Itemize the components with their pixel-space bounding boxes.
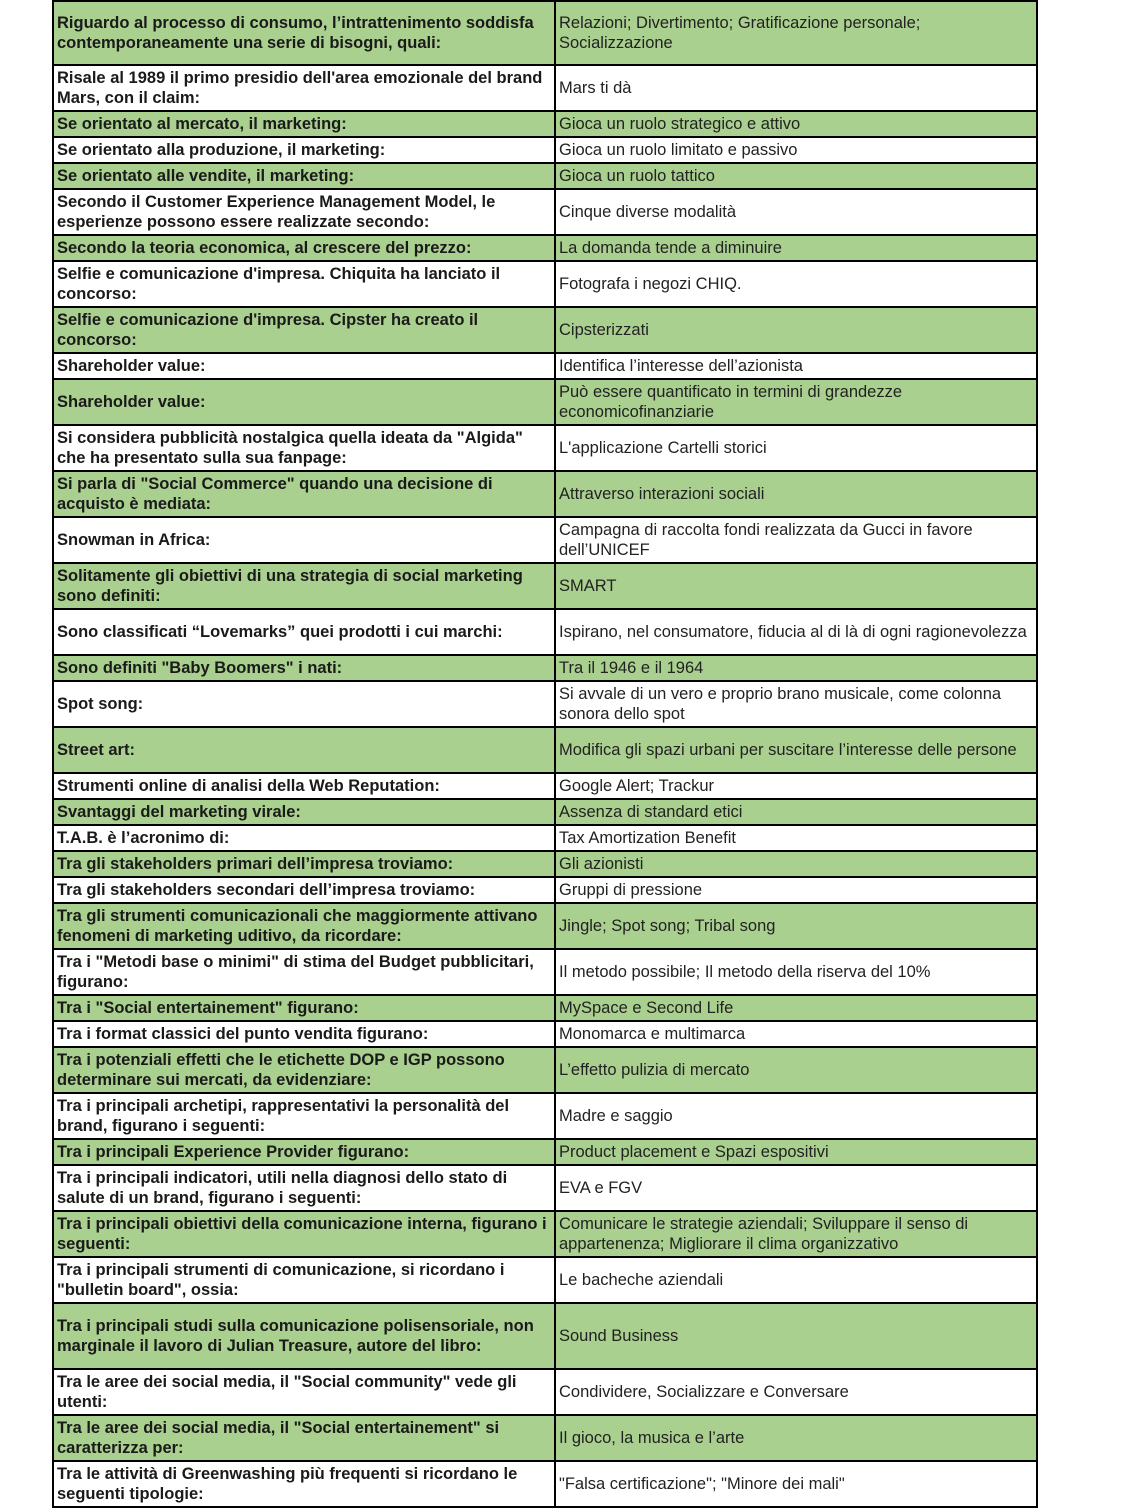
answer-cell: Il metodo possibile; Il metodo della riserva del 10%	[555, 949, 1037, 995]
question-cell: Riguardo al processo di consumo, l’intrattenimento soddisfa contemporaneamente una serie di bisogni, quali:	[53, 1, 555, 65]
table-row	[53, 799, 1037, 825]
table-row	[53, 851, 1037, 877]
table-row	[53, 1369, 1037, 1415]
question-cell: Si considera pubblicità nostalgica quella ideata da "Algida" che ha presentato sulla sua fanpage:	[53, 425, 555, 471]
question-cell: Shareholder value:	[53, 353, 555, 379]
answer-cell: Attraverso interazioni sociali	[555, 471, 1037, 517]
table-row	[53, 825, 1037, 851]
table-row	[53, 425, 1037, 471]
question-cell: Tra gli stakeholders primari dell’impresa troviamo:	[53, 851, 555, 877]
answer-cell: Si avvale di un vero e proprio brano musicale, come colonna sonora dello spot	[555, 681, 1037, 727]
question-cell: Se orientato alla produzione, il marketing:	[53, 137, 555, 163]
question-cell: Street art:	[53, 727, 555, 773]
table-row	[53, 1303, 1037, 1369]
table-row	[53, 995, 1037, 1021]
question-cell: Spot song:	[53, 681, 555, 727]
question-cell: Tra i "Metodi base o minimi" di stima del Budget pubblicitari, figurano:	[53, 949, 555, 995]
answer-cell: Modifica gli spazi urbani per suscitare l’interesse delle persone	[555, 727, 1037, 773]
question-cell: Sono definiti "Baby Boomers" i nati:	[53, 655, 555, 681]
answer-cell: Comunicare le strategie aziendali; Sviluppare il senso di appartenenza; Migliorare il clima organizzativo	[555, 1211, 1037, 1257]
question-cell: Sono classificati “Lovemarks” quei prodotti i cui marchi:	[53, 609, 555, 655]
answer-cell: Madre e saggio	[555, 1093, 1037, 1139]
answer-cell: "Falsa certificazione"; "Minore dei mali"	[555, 1461, 1037, 1507]
question-cell: Selfie e comunicazione d'impresa. Cipster ha creato il concorso:	[53, 307, 555, 353]
question-cell: T.A.B. è l’acronimo di:	[53, 825, 555, 851]
answer-cell: Relazioni; Divertimento; Gratificazione personale; Socializzazione	[555, 1, 1037, 65]
table-row	[53, 1461, 1037, 1507]
question-cell: Secondo la teoria economica, al crescere del prezzo:	[53, 235, 555, 261]
table-row	[53, 261, 1037, 307]
answer-cell: Monomarca e multimarca	[555, 1021, 1037, 1047]
answer-cell: Campagna di raccolta fondi realizzata da Gucci in favore dell’UNICEF	[555, 517, 1037, 563]
answer-cell: Gli azionisti	[555, 851, 1037, 877]
question-cell: Tra i principali Experience Provider figurano:	[53, 1139, 555, 1165]
answer-cell: Gioca un ruolo tattico	[555, 163, 1037, 189]
table-row	[53, 1021, 1037, 1047]
question-cell: Solitamente gli obiettivi di una strategia di social marketing sono definiti:	[53, 563, 555, 609]
question-cell: Tra i principali obiettivi della comunicazione interna, figurano i seguenti:	[53, 1211, 555, 1257]
question-cell: Tra gli stakeholders secondari dell’impresa troviamo:	[53, 877, 555, 903]
table-row	[53, 877, 1037, 903]
answer-cell: Tra il 1946 e il 1964	[555, 655, 1037, 681]
answer-cell: L’effetto pulizia di mercato	[555, 1047, 1037, 1093]
table-row	[53, 563, 1037, 609]
table-row	[53, 1093, 1037, 1139]
table-row	[53, 681, 1037, 727]
answer-cell: Gioca un ruolo strategico e attivo	[555, 111, 1037, 137]
table-row	[53, 1211, 1037, 1257]
question-cell: Tra le aree dei social media, il "Social community" vede gli utenti:	[53, 1369, 555, 1415]
question-cell: Tra i format classici del punto vendita figurano:	[53, 1021, 555, 1047]
question-cell: Se orientato al mercato, il marketing:	[53, 111, 555, 137]
answer-cell: MySpace e Second Life	[555, 995, 1037, 1021]
question-cell: Tra le aree dei social media, il "Social entertainement" si caratterizza per:	[53, 1415, 555, 1461]
table-row	[53, 65, 1037, 111]
answer-cell: Gioca un ruolo limitato e passivo	[555, 137, 1037, 163]
answer-cell: Google Alert; Trackur	[555, 773, 1037, 799]
table-row	[53, 727, 1037, 773]
table-row	[53, 1139, 1037, 1165]
qa-sheet	[52, 0, 1036, 1508]
question-cell: Tra i principali strumenti di comunicazione, si ricordano i "bulletin board", ossia:	[53, 1257, 555, 1303]
table-row	[53, 517, 1037, 563]
answer-cell: Ispirano, nel consumatore, fiducia al di là di ogni ragionevolezza	[555, 609, 1037, 655]
answer-cell: Mars ti dà	[555, 65, 1037, 111]
question-cell: Tra i principali indicatori, utili nella diagnosi dello stato di salute di un brand, figurano i seguenti:	[53, 1165, 555, 1211]
answer-cell: Assenza di standard etici	[555, 799, 1037, 825]
table-row	[53, 949, 1037, 995]
answer-cell: Product placement e Spazi espositivi	[555, 1139, 1037, 1165]
table-row	[53, 773, 1037, 799]
qa-table	[52, 0, 1038, 1508]
answer-cell: Cipsterizzati	[555, 307, 1037, 353]
answer-cell: Fotografa i negozi CHIQ.	[555, 261, 1037, 307]
question-cell: Secondo il Customer Experience Management Model, le esperienze possono essere realizzate secondo:	[53, 189, 555, 235]
question-cell: Tra i principali studi sulla comunicazione polisensoriale, non marginale il lavoro di Julian Treasure, autore del libro:	[53, 1303, 555, 1369]
table-row	[53, 235, 1037, 261]
answer-cell: Gruppi di pressione	[555, 877, 1037, 903]
question-cell: Shareholder value:	[53, 379, 555, 425]
table-row	[53, 471, 1037, 517]
answer-cell: L'applicazione Cartelli storici	[555, 425, 1037, 471]
table-row	[53, 1257, 1037, 1303]
table-row	[53, 1165, 1037, 1211]
table-row	[53, 163, 1037, 189]
answer-cell: Il gioco, la musica e l’arte	[555, 1415, 1037, 1461]
question-cell: Tra i principali archetipi, rappresentativi la personalità del brand, figurano i seguenti:	[53, 1093, 555, 1139]
question-cell: Se orientato alle vendite, il marketing:	[53, 163, 555, 189]
table-row	[53, 1, 1037, 65]
answer-cell: Jingle; Spot song; Tribal song	[555, 903, 1037, 949]
answer-cell: Sound Business	[555, 1303, 1037, 1369]
question-cell: Tra gli strumenti comunicazionali che maggiormente attivano fenomeni di marketing uditivo, da ricordare:	[53, 903, 555, 949]
question-cell: Si parla di "Social Commerce" quando una decisione di acquisto è mediata:	[53, 471, 555, 517]
table-row	[53, 379, 1037, 425]
table-row	[53, 137, 1037, 163]
question-cell: Tra le attività di Greenwashing più frequenti si ricordano le seguenti tipologie:	[53, 1461, 555, 1507]
answer-cell: SMART	[555, 563, 1037, 609]
question-cell: Strumenti online di analisi della Web Reputation:	[53, 773, 555, 799]
question-cell: Snowman in Africa:	[53, 517, 555, 563]
table-row	[53, 1415, 1037, 1461]
question-cell: Svantaggi del marketing virale:	[53, 799, 555, 825]
question-cell: Tra i "Social entertainement" figurano:	[53, 995, 555, 1021]
table-row	[53, 655, 1037, 681]
answer-cell: Può essere quantificato in termini di grandezze economicofinanziarie	[555, 379, 1037, 425]
answer-cell: Tax Amortization Benefit	[555, 825, 1037, 851]
answer-cell: La domanda tende a diminuire	[555, 235, 1037, 261]
table-row	[53, 189, 1037, 235]
table-row	[53, 1047, 1037, 1093]
table-row	[53, 307, 1037, 353]
answer-cell: Identifica l’interesse dell’azionista	[555, 353, 1037, 379]
question-cell: Tra i potenziali effetti che le etichette DOP e IGP possono determinare sui mercati, da evidenziare:	[53, 1047, 555, 1093]
answer-cell: Le bacheche aziendali	[555, 1257, 1037, 1303]
answer-cell: Cinque diverse modalità	[555, 189, 1037, 235]
answer-cell: Condividere, Socializzare e Conversare	[555, 1369, 1037, 1415]
answer-cell: EVA e FGV	[555, 1165, 1037, 1211]
table-row	[53, 609, 1037, 655]
question-cell: Selfie e comunicazione d'impresa. Chiquita ha lanciato il concorso:	[53, 261, 555, 307]
table-row	[53, 353, 1037, 379]
table-row	[53, 111, 1037, 137]
table-row	[53, 903, 1037, 949]
question-cell: Risale al 1989 il primo presidio dell'area emozionale del brand Mars, con il claim:	[53, 65, 555, 111]
